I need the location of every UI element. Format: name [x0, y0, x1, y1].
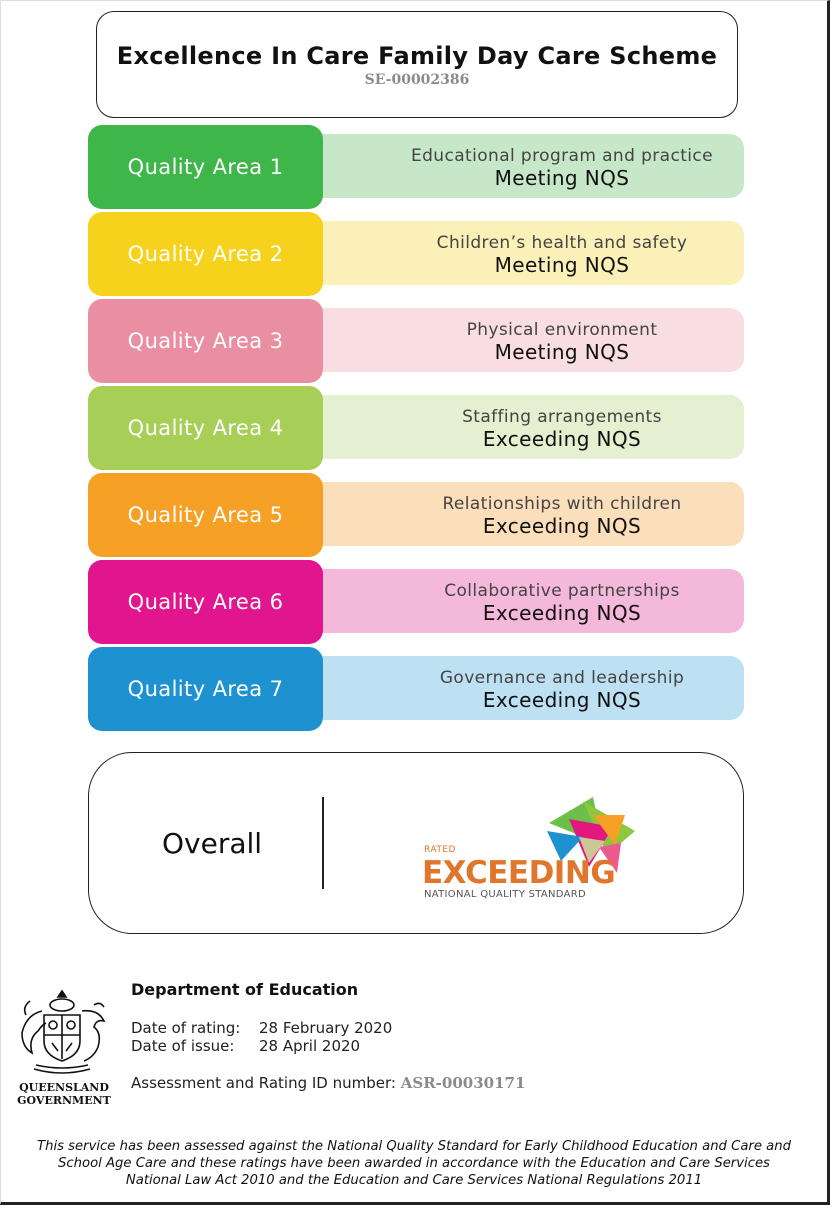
- logo-nqs-text: NATIONAL QUALITY STANDARD: [424, 889, 587, 900]
- exceeding-nqs-logo: [421, 797, 651, 900]
- quality-area-label: Quality Area 1: [88, 125, 323, 209]
- assessment-id-value: ASR-00030171: [400, 1074, 526, 1092]
- quality-area-label: Quality Area 3: [88, 299, 323, 383]
- date-of-rating-value: 28 February 2020: [259, 1019, 393, 1037]
- quality-area-name: Children’s health and safety: [436, 233, 688, 253]
- coat-of-arms-icon: [14, 985, 110, 1081]
- quality-area-label: Quality Area 5: [88, 473, 323, 557]
- quality-area-rating: Meeting NQS: [494, 253, 630, 277]
- quality-area-label: Quality Area 4: [88, 386, 323, 470]
- quality-area-row-7: [88, 647, 744, 731]
- assessment-id: [131, 1074, 525, 1092]
- overall-rating-box: [88, 752, 744, 934]
- quality-area-rating: Exceeding NQS: [482, 688, 642, 712]
- date-of-issue-value: 28 April 2020: [259, 1037, 361, 1055]
- quality-area-row-5: [88, 473, 744, 557]
- footer-line-1: This service has been assessed against the National Quality Standard for Early Childhood Education and Care and: [37, 1139, 791, 1154]
- quality-area-rating: Exceeding NQS: [482, 601, 642, 625]
- quality-area-rating: Exceeding NQS: [482, 514, 642, 538]
- footer-line-3: National Law Act 2010 and the Education and Care Services National Regulations 2011: [125, 1173, 703, 1188]
- crest-caption-line1: QUEENSLAND: [19, 1081, 109, 1094]
- quality-area-row-2: [88, 212, 744, 296]
- footer-line-2: School Age Care and these ratings have been awarded in accordance with the Education and Care Services: [58, 1156, 770, 1171]
- overall-divider: [322, 797, 324, 889]
- rating-dates: [131, 1019, 392, 1055]
- quality-area-name: Relationships with children: [442, 494, 682, 514]
- date-of-issue-label: Date of issue:: [131, 1037, 235, 1055]
- date-of-rating-row: [131, 1019, 392, 1037]
- department-name: Department of Education: [131, 980, 359, 999]
- quality-area-rating: Meeting NQS: [494, 166, 630, 190]
- header-box: [96, 11, 738, 118]
- quality-area-label: Quality Area 2: [88, 212, 323, 296]
- footer-statement: [14, 1138, 814, 1189]
- logo-exceeding-text: EXCEEDING: [422, 855, 616, 891]
- crest-caption: [14, 1081, 114, 1107]
- date-of-issue-row: [131, 1037, 392, 1055]
- quality-area-label: Quality Area 6: [88, 560, 323, 644]
- logo-rated-text: RATED: [424, 845, 456, 855]
- quality-area-name: Educational program and practice: [410, 146, 714, 166]
- date-of-rating-label: Date of rating:: [131, 1019, 241, 1037]
- crest-caption-line2: GOVERNMENT: [17, 1094, 111, 1107]
- service-id: SE-00002386: [364, 72, 470, 88]
- overall-label: Overall: [162, 827, 263, 860]
- quality-area-rating: Exceeding NQS: [482, 427, 642, 451]
- queensland-government-crest: [14, 985, 110, 1107]
- assessment-id-label: Assessment and Rating ID number:: [131, 1074, 396, 1092]
- quality-area-name: Physical environment: [466, 320, 658, 340]
- quality-area-label: Quality Area 7: [88, 647, 323, 731]
- quality-area-row-4: [88, 386, 744, 470]
- quality-area-row-1: [88, 125, 744, 209]
- quality-area-rating: Meeting NQS: [494, 340, 630, 364]
- page-title: Excellence In Care Family Day Care Scheme: [116, 42, 718, 70]
- quality-area-name: Staffing arrangements: [462, 407, 662, 427]
- quality-area-row-3: [88, 299, 744, 383]
- quality-area-name: Governance and leadership: [439, 668, 685, 688]
- quality-area-name: Collaborative partnerships: [444, 581, 680, 601]
- quality-area-row-6: [88, 560, 744, 644]
